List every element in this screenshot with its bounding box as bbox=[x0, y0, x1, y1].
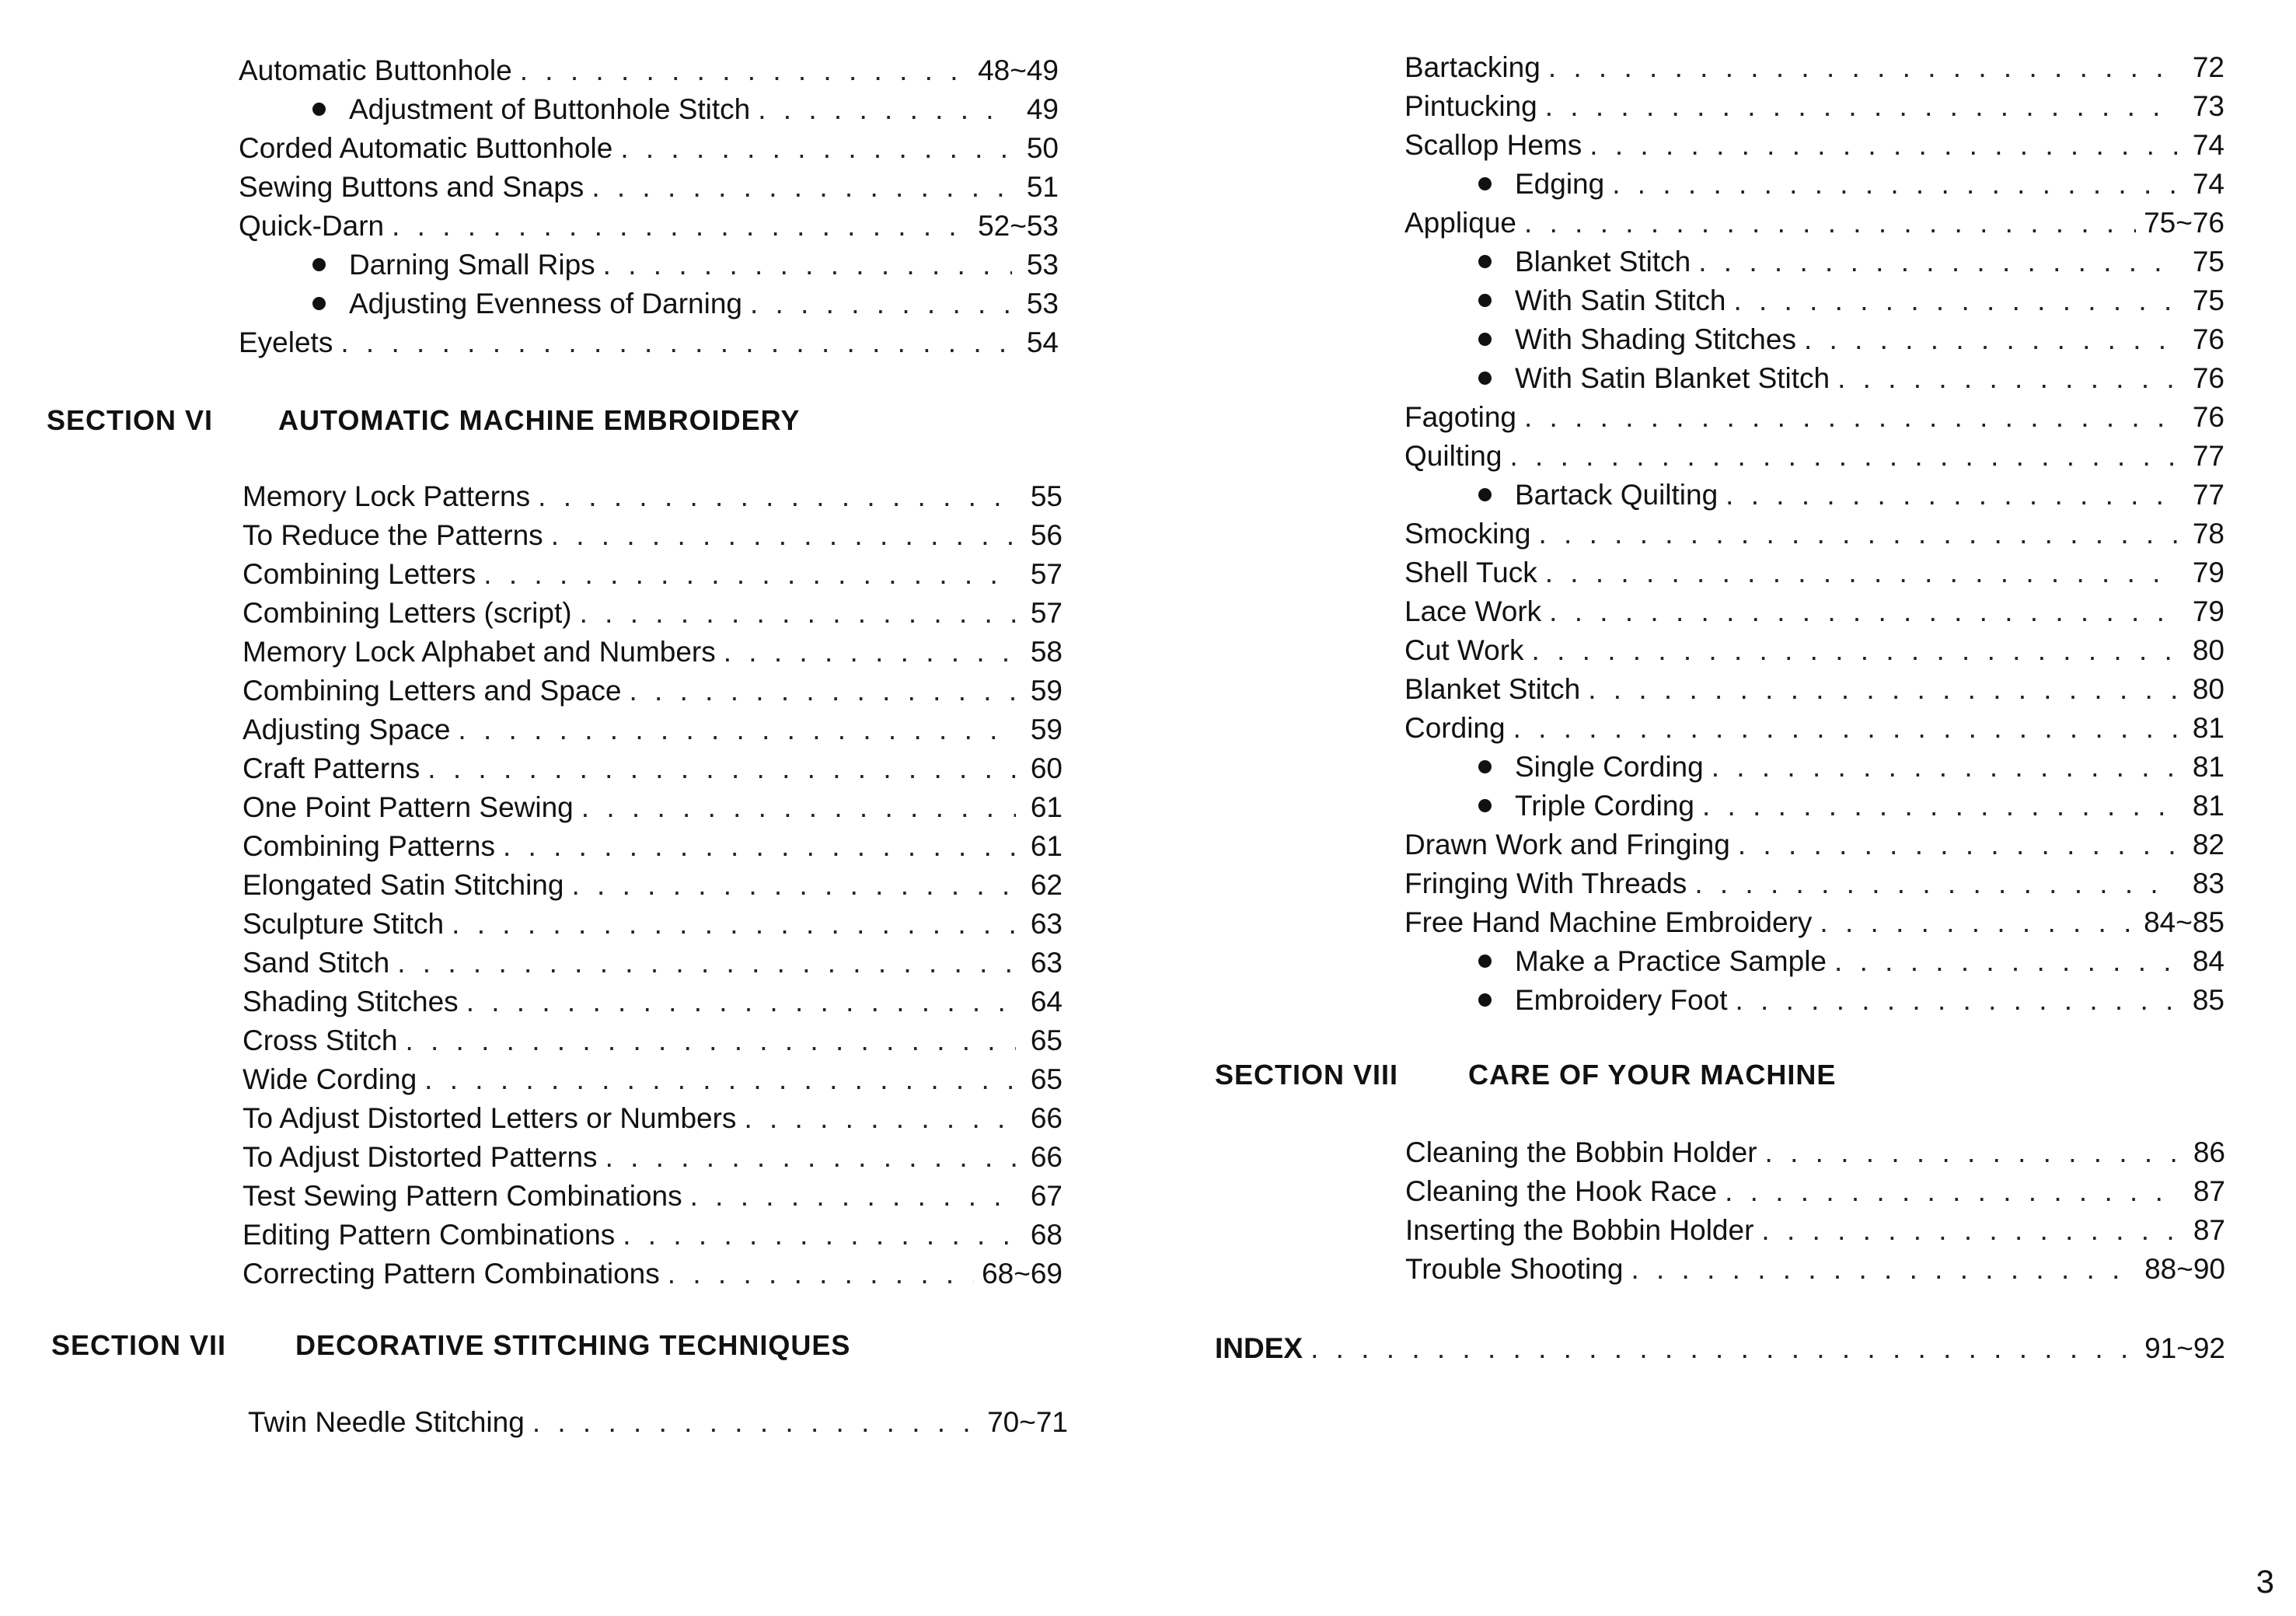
entry-label: Adjusting Space bbox=[243, 714, 451, 745]
entry-label: Inserting the Bobbin Holder bbox=[1405, 1214, 1754, 1246]
dot-leader bbox=[503, 827, 1016, 866]
entry-label: Single Cording bbox=[1515, 751, 1704, 783]
entry-label: Edging bbox=[1515, 168, 1605, 200]
dot-leader bbox=[1712, 748, 2178, 787]
dot-leader bbox=[483, 555, 1016, 594]
entry-label: Combining Letters bbox=[243, 558, 476, 590]
toc-subentry[interactable] bbox=[239, 284, 1059, 323]
dot-leader bbox=[340, 323, 1012, 362]
entry-page: 57 bbox=[1030, 558, 1063, 590]
toc-entry[interactable] bbox=[243, 672, 1063, 710]
dot-leader bbox=[623, 1216, 1016, 1255]
entry-page: 65 bbox=[1030, 1063, 1063, 1095]
entry-page: 64 bbox=[1030, 986, 1063, 1017]
entry-label: Elongated Satin Stitching bbox=[243, 869, 564, 901]
dot-leader bbox=[1820, 903, 2136, 942]
entry-label: Sand Stitch bbox=[243, 947, 390, 979]
entry-label: Make a Practice Sample bbox=[1515, 945, 1827, 977]
dot-leader bbox=[1804, 320, 2178, 359]
toc-subentry[interactable] bbox=[1404, 787, 2224, 825]
toc-subentry[interactable] bbox=[1404, 320, 2224, 359]
entry-page: 86 bbox=[2193, 1136, 2225, 1168]
entry-page: 50 bbox=[1026, 132, 1059, 164]
toc-entry[interactable] bbox=[243, 1216, 1063, 1255]
entry-label: Combining Patterns bbox=[243, 830, 495, 862]
entry-page: 55 bbox=[1030, 480, 1063, 512]
bullet-icon bbox=[1478, 372, 1492, 385]
dot-leader bbox=[466, 983, 1016, 1021]
entry-label: Cross Stitch bbox=[243, 1024, 398, 1056]
entry-label: Trouble Shooting bbox=[1405, 1253, 1624, 1285]
dot-leader bbox=[392, 207, 970, 246]
entry-label: Craft Patterns bbox=[243, 752, 420, 784]
section-title: AUTOMATIC MACHINE EMBROIDERY bbox=[278, 404, 801, 436]
toc-entry[interactable] bbox=[1405, 1133, 2225, 1172]
entry-page: 75~76 bbox=[2144, 207, 2224, 239]
dot-leader bbox=[690, 1177, 1016, 1216]
bullet-icon bbox=[312, 297, 326, 310]
toc-entry[interactable] bbox=[243, 1099, 1063, 1138]
dot-leader bbox=[1725, 1172, 2179, 1211]
bullet-icon bbox=[1478, 955, 1492, 968]
dot-leader bbox=[458, 710, 1016, 749]
toc-subentry[interactable] bbox=[1404, 281, 2224, 320]
entry-label: Embroidery Foot bbox=[1515, 984, 1728, 1016]
entry-label: Triple Cording bbox=[1515, 790, 1694, 822]
entry-page: 80 bbox=[2192, 673, 2224, 705]
toc-entry-index[interactable] bbox=[1215, 1329, 2225, 1368]
entry-label: Wide Cording bbox=[243, 1063, 417, 1095]
entry-label: Lace Work bbox=[1404, 595, 1542, 627]
entry-page: 81 bbox=[2192, 790, 2224, 822]
dot-leader bbox=[1310, 1329, 2137, 1368]
dot-leader bbox=[551, 516, 1016, 555]
dot-leader bbox=[1532, 631, 2178, 670]
entry-page: 76 bbox=[2192, 362, 2224, 394]
dot-leader bbox=[1589, 126, 2178, 165]
toc-entry[interactable] bbox=[1405, 1250, 2225, 1289]
dot-leader bbox=[538, 477, 1016, 516]
entry-label: INDEX bbox=[1215, 1332, 1303, 1364]
toc-entry[interactable] bbox=[1404, 592, 2224, 631]
toc-entry[interactable] bbox=[243, 1021, 1063, 1060]
entry-label: Free Hand Machine Embroidery bbox=[1404, 906, 1813, 938]
bullet-icon bbox=[1478, 488, 1492, 501]
dot-leader bbox=[424, 1060, 1016, 1099]
toc-entry[interactable] bbox=[1404, 87, 2224, 126]
entry-page: 75 bbox=[2192, 284, 2224, 316]
dot-leader bbox=[532, 1403, 979, 1442]
entry-label: Bartack Quilting bbox=[1515, 479, 1719, 511]
bullet-icon bbox=[1478, 294, 1492, 307]
page-number: 3 bbox=[2256, 1563, 2274, 1600]
dot-leader bbox=[1545, 553, 2178, 592]
toc-subentry[interactable] bbox=[239, 246, 1059, 284]
dot-leader bbox=[1738, 825, 2178, 864]
dot-leader bbox=[1761, 1211, 2179, 1250]
dot-leader bbox=[452, 905, 1016, 944]
toc-entry[interactable] bbox=[1404, 437, 2224, 476]
toc-entry[interactable] bbox=[243, 633, 1063, 672]
toc-entry[interactable] bbox=[243, 516, 1063, 555]
entry-label: Corded Automatic Buttonhole bbox=[239, 132, 613, 164]
entry-page: 75 bbox=[2192, 246, 2224, 277]
entry-label: Test Sewing Pattern Combinations bbox=[243, 1180, 682, 1212]
toc-entry[interactable] bbox=[243, 1138, 1063, 1177]
toc-entry[interactable] bbox=[243, 1255, 1063, 1293]
entry-page: 84~85 bbox=[2144, 906, 2224, 938]
entry-page: 53 bbox=[1026, 249, 1059, 281]
entry-page: 68 bbox=[1030, 1219, 1063, 1251]
toc-list-embroidery bbox=[243, 477, 1063, 1293]
entry-page: 81 bbox=[2192, 712, 2224, 744]
entry-label: Adjusting Evenness of Darning bbox=[349, 288, 742, 319]
dot-leader bbox=[668, 1255, 974, 1293]
entry-page: 52~53 bbox=[978, 210, 1059, 242]
section-title: CARE OF YOUR MACHINE bbox=[1468, 1059, 1837, 1091]
dot-leader bbox=[520, 51, 970, 90]
dot-leader bbox=[1588, 670, 2178, 709]
toc-entry[interactable] bbox=[243, 905, 1063, 944]
toc-entry[interactable] bbox=[243, 477, 1063, 516]
toc-entry[interactable] bbox=[1404, 398, 2224, 437]
entry-label: Combining Letters and Space bbox=[243, 675, 622, 707]
entry-label: Shading Stitches bbox=[243, 986, 459, 1017]
entry-label: Blanket Stitch bbox=[1404, 673, 1581, 705]
toc-entry[interactable] bbox=[243, 710, 1063, 749]
entry-page: 53 bbox=[1026, 288, 1059, 319]
toc-entry[interactable] bbox=[248, 1403, 1068, 1442]
entry-page: 85 bbox=[2192, 984, 2224, 1016]
toc-entry[interactable] bbox=[239, 129, 1059, 168]
entry-page: 57 bbox=[1030, 597, 1063, 629]
entry-label: Adjustment of Buttonhole Stitch bbox=[349, 93, 751, 125]
section-heading-vi bbox=[47, 404, 801, 437]
entry-label: Cut Work bbox=[1404, 634, 1524, 666]
entry-page: 56 bbox=[1030, 519, 1063, 551]
toc-list-buttonholes bbox=[239, 51, 1059, 362]
dot-leader bbox=[620, 129, 1012, 168]
entry-label: Editing Pattern Combinations bbox=[243, 1219, 616, 1251]
entry-label: Memory Lock Patterns bbox=[243, 480, 531, 512]
toc-entry[interactable] bbox=[1404, 825, 2224, 864]
entry-page: 66 bbox=[1030, 1141, 1063, 1173]
dot-leader bbox=[744, 1099, 1016, 1138]
entry-label: Quick-Darn bbox=[239, 210, 385, 242]
entry-label: With Satin Blanket Stitch bbox=[1515, 362, 1830, 394]
entry-page: 60 bbox=[1030, 752, 1063, 784]
toc-subentry[interactable] bbox=[1404, 476, 2224, 515]
entry-label: Quilting bbox=[1404, 440, 1502, 472]
bullet-icon bbox=[1478, 255, 1492, 268]
dot-leader bbox=[758, 90, 1012, 129]
dot-leader bbox=[1698, 243, 2178, 281]
dot-leader bbox=[1538, 515, 2178, 553]
entry-page: 76 bbox=[2192, 323, 2224, 355]
dot-leader bbox=[1524, 204, 2136, 243]
toc-entry[interactable] bbox=[1404, 631, 2224, 670]
entry-page: 61 bbox=[1030, 791, 1063, 823]
entry-label: Shell Tuck bbox=[1404, 557, 1537, 588]
dot-leader bbox=[1631, 1250, 2137, 1289]
entry-label: Pintucking bbox=[1404, 90, 1537, 122]
toc-subentry[interactable] bbox=[239, 90, 1059, 129]
entry-label: Drawn Work and Fringing bbox=[1404, 829, 1730, 860]
entry-page: 80 bbox=[2192, 634, 2224, 666]
dot-leader bbox=[605, 1138, 1016, 1177]
toc-subentry[interactable] bbox=[1404, 942, 2224, 981]
dot-leader bbox=[571, 866, 1016, 905]
entry-label: Twin Needle Stitching bbox=[248, 1406, 525, 1438]
toc-list-techniques bbox=[1404, 48, 2224, 1020]
dot-leader bbox=[1548, 48, 2178, 87]
entry-label: Cleaning the Bobbin Holder bbox=[1405, 1136, 1757, 1168]
toc-entry[interactable] bbox=[1404, 204, 2224, 243]
entry-label: With Satin Stitch bbox=[1515, 284, 1726, 316]
entry-label: Smocking bbox=[1404, 518, 1531, 550]
entry-page: 74 bbox=[2192, 129, 2224, 161]
entry-page: 82 bbox=[2192, 829, 2224, 860]
bullet-icon bbox=[1478, 177, 1492, 190]
entry-label: Applique bbox=[1404, 207, 1517, 239]
entry-label: Eyelets bbox=[239, 326, 333, 358]
entry-label: Fagoting bbox=[1404, 401, 1516, 433]
toc-entry[interactable] bbox=[239, 168, 1059, 207]
dot-leader bbox=[1702, 787, 2178, 825]
entry-page: 87 bbox=[2193, 1214, 2225, 1246]
toc-entry[interactable] bbox=[1404, 515, 2224, 553]
entry-page: 67 bbox=[1030, 1180, 1063, 1212]
entry-label: Combining Letters (script) bbox=[243, 597, 572, 629]
dot-leader bbox=[581, 788, 1016, 827]
entry-page: 48~49 bbox=[978, 54, 1059, 86]
entry-page: 81 bbox=[2192, 751, 2224, 783]
toc-entry[interactable] bbox=[243, 594, 1063, 633]
dot-leader bbox=[591, 168, 1012, 207]
dot-leader bbox=[1736, 981, 2179, 1020]
toc-entry[interactable] bbox=[243, 1060, 1063, 1099]
entry-page: 79 bbox=[2192, 595, 2224, 627]
dot-leader bbox=[1694, 864, 2178, 903]
dot-leader bbox=[1545, 87, 2178, 126]
entry-page: 70~71 bbox=[987, 1406, 1068, 1438]
entry-page: 66 bbox=[1030, 1102, 1063, 1134]
section-number: SECTION VII bbox=[51, 1329, 227, 1361]
section-heading-vii bbox=[51, 1329, 851, 1362]
bullet-icon bbox=[1478, 799, 1492, 812]
dot-leader bbox=[724, 633, 1016, 672]
dot-leader bbox=[427, 749, 1016, 788]
entry-page: 49 bbox=[1026, 93, 1059, 125]
toc-entry[interactable] bbox=[1404, 48, 2224, 87]
entry-label: Fringing With Threads bbox=[1404, 867, 1687, 899]
section-heading-viii bbox=[1215, 1059, 1837, 1091]
entry-label: Cording bbox=[1404, 712, 1506, 744]
entry-page: 77 bbox=[2192, 440, 2224, 472]
entry-page: 59 bbox=[1030, 675, 1063, 707]
bullet-icon bbox=[1478, 993, 1492, 1007]
entry-label: With Shading Stitches bbox=[1515, 323, 1796, 355]
toc-entry[interactable] bbox=[243, 788, 1063, 827]
entry-page: 65 bbox=[1030, 1024, 1063, 1056]
bullet-icon bbox=[312, 258, 326, 271]
entry-page: 62 bbox=[1030, 869, 1063, 901]
entry-label: Darning Small Rips bbox=[349, 249, 595, 281]
toc-entry[interactable] bbox=[1404, 670, 2224, 709]
dot-leader bbox=[1509, 437, 2178, 476]
entry-label: Blanket Stitch bbox=[1515, 246, 1691, 277]
entry-page: 73 bbox=[2192, 90, 2224, 122]
toc-entry[interactable] bbox=[243, 749, 1063, 788]
toc-entry[interactable] bbox=[1405, 1211, 2225, 1250]
dot-leader bbox=[1725, 476, 2178, 515]
entry-page: 77 bbox=[2192, 479, 2224, 511]
dot-leader bbox=[1524, 398, 2178, 437]
entry-label: Scallop Hems bbox=[1404, 129, 1582, 161]
entry-label: Sewing Buttons and Snaps bbox=[239, 171, 584, 203]
toc-entry[interactable] bbox=[243, 827, 1063, 866]
entry-label: Correcting Pattern Combinations bbox=[243, 1258, 660, 1290]
entry-label: Automatic Buttonhole bbox=[239, 54, 512, 86]
entry-page: 76 bbox=[2192, 401, 2224, 433]
toc-entry[interactable] bbox=[243, 555, 1063, 594]
entry-label: Sculpture Stitch bbox=[243, 908, 445, 940]
toc-entry[interactable] bbox=[239, 51, 1059, 90]
entry-page: 91~92 bbox=[2144, 1332, 2225, 1364]
toc-list-care bbox=[1405, 1133, 2225, 1289]
entry-page: 79 bbox=[2192, 557, 2224, 588]
entry-label: Bartacking bbox=[1404, 51, 1541, 83]
entry-label: To Reduce the Patterns bbox=[243, 519, 543, 551]
toc-entry[interactable] bbox=[1405, 1172, 2225, 1211]
dot-leader bbox=[1733, 281, 2178, 320]
entry-page: 58 bbox=[1030, 636, 1063, 668]
dot-leader bbox=[603, 246, 1012, 284]
toc-subentry[interactable] bbox=[1404, 359, 2224, 398]
toc-list-decorative bbox=[248, 1403, 1068, 1442]
entry-page: 87 bbox=[2193, 1175, 2225, 1207]
dot-leader bbox=[629, 672, 1016, 710]
toc-entry[interactable] bbox=[243, 944, 1063, 983]
dot-leader bbox=[1549, 592, 2178, 631]
entry-page: 59 bbox=[1030, 714, 1063, 745]
entry-label: To Adjust Distorted Patterns bbox=[243, 1141, 598, 1173]
section-title: DECORATIVE STITCHING TECHNIQUES bbox=[295, 1329, 851, 1361]
section-number: SECTION VIII bbox=[1215, 1059, 1399, 1091]
toc-subentry[interactable] bbox=[1404, 243, 2224, 281]
entry-page: 61 bbox=[1030, 830, 1063, 862]
entry-page: 74 bbox=[2192, 168, 2224, 200]
toc-entry[interactable] bbox=[1404, 864, 2224, 903]
entry-page: 68~69 bbox=[982, 1258, 1063, 1290]
dot-leader bbox=[580, 594, 1016, 633]
dot-leader bbox=[397, 944, 1016, 983]
dot-leader bbox=[750, 284, 1012, 323]
bullet-icon bbox=[1478, 760, 1492, 773]
bullet-icon bbox=[1478, 333, 1492, 346]
toc-entry[interactable] bbox=[239, 323, 1059, 362]
toc-entry[interactable] bbox=[1404, 553, 2224, 592]
entry-page: 78 bbox=[2192, 518, 2224, 550]
entry-page: 63 bbox=[1030, 947, 1063, 979]
toc-entry[interactable] bbox=[243, 1177, 1063, 1216]
entry-label: One Point Pattern Sewing bbox=[243, 791, 574, 823]
dot-leader bbox=[405, 1021, 1016, 1060]
section-number: SECTION VI bbox=[47, 404, 214, 436]
bullet-icon bbox=[312, 103, 326, 116]
entry-label: To Adjust Distorted Letters or Numbers bbox=[243, 1102, 737, 1134]
dot-leader bbox=[1765, 1133, 2179, 1172]
toc-subentry[interactable] bbox=[1404, 165, 2224, 204]
entry-page: 72 bbox=[2192, 51, 2224, 83]
toc-entry[interactable] bbox=[1404, 126, 2224, 165]
toc-subentry[interactable] bbox=[1404, 748, 2224, 787]
toc-entry[interactable] bbox=[239, 207, 1059, 246]
entry-page: 88~90 bbox=[2144, 1253, 2225, 1285]
entry-page: 84 bbox=[2192, 945, 2224, 977]
entry-label: Memory Lock Alphabet and Numbers bbox=[243, 636, 716, 668]
dot-leader bbox=[1612, 165, 2178, 204]
toc-entry[interactable] bbox=[1404, 709, 2224, 748]
toc-entry[interactable] bbox=[1404, 903, 2224, 942]
entry-label: Cleaning the Hook Race bbox=[1405, 1175, 1718, 1207]
dot-leader bbox=[1513, 709, 2178, 748]
entry-page: 51 bbox=[1026, 171, 1059, 203]
dot-leader bbox=[1837, 359, 2178, 398]
entry-page: 54 bbox=[1026, 326, 1059, 358]
toc-entry[interactable] bbox=[243, 983, 1063, 1021]
entry-page: 83 bbox=[2192, 867, 2224, 899]
toc-subentry[interactable] bbox=[1404, 981, 2224, 1020]
dot-leader bbox=[1834, 942, 2178, 981]
toc-index bbox=[1215, 1329, 2225, 1368]
entry-page: 63 bbox=[1030, 908, 1063, 940]
toc-entry[interactable] bbox=[243, 866, 1063, 905]
